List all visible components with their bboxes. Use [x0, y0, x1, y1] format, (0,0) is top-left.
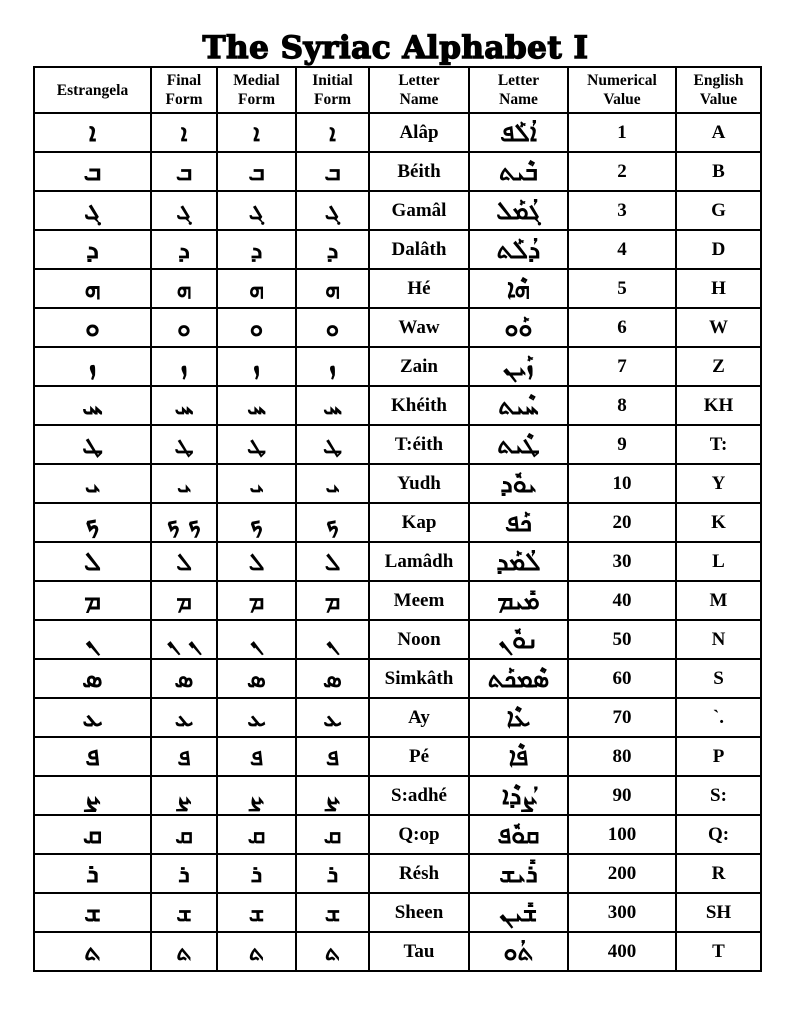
header-initial-line2: Form [313, 91, 351, 108]
header-syriac-line2: Name [499, 91, 538, 108]
table-row [34, 269, 761, 308]
medial-form-glyph: ܝ [217, 464, 296, 503]
estrangela-glyph: ܝ [34, 464, 151, 503]
medial-form-glyph: ܢ [217, 620, 296, 659]
numerical-value: 60 [568, 659, 676, 698]
english-value: H [676, 269, 761, 308]
letter-name-syriac: ܐܳܠܰܦ [469, 113, 568, 152]
letter-name-syriac: ܕܳܠܰܬ [469, 230, 568, 269]
numerical-value: 300 [568, 893, 676, 932]
syriac-alphabet-table [33, 66, 762, 972]
english-value: B [676, 152, 761, 191]
header-english-line2: Value [699, 91, 738, 108]
numerical-value: 90 [568, 776, 676, 815]
final-form-glyph: ܫ [151, 893, 217, 932]
table-row [34, 620, 761, 659]
final-form-glyph: ܟ ܟ [151, 503, 217, 542]
letter-name-latin: Waw [369, 308, 469, 347]
initial-form-glyph: ܢ [296, 620, 369, 659]
initial-form-glyph: ܟ [296, 503, 369, 542]
header-letter-name-latin [369, 67, 469, 113]
english-value: S: [676, 776, 761, 815]
letter-name-syriac: ܦܶܐ [469, 737, 568, 776]
medial-form-glyph: ܓ [217, 191, 296, 230]
estrangela-glyph: ܨ [34, 776, 151, 815]
letter-name-latin: Gamâl [369, 191, 469, 230]
letter-name-syriac: ܗܶܐ [469, 269, 568, 308]
letter-name-syriac: ܡܺܝܡ [469, 581, 568, 620]
medial-form-glyph: ܣ [217, 659, 296, 698]
medial-form-glyph: ܕ [217, 230, 296, 269]
header-initial-form [296, 67, 369, 113]
english-value: A [676, 113, 761, 152]
numerical-value: 5 [568, 269, 676, 308]
final-form-glyph: ܒ [151, 152, 217, 191]
medial-form-glyph: ܬ [217, 932, 296, 971]
medial-form-glyph: ܪ [217, 854, 296, 893]
table-row [34, 581, 761, 620]
table-row [34, 737, 761, 776]
numerical-value: 3 [568, 191, 676, 230]
initial-form-glyph: ܚ [296, 386, 369, 425]
estrangela-glyph: ܙ [34, 347, 151, 386]
letter-name-latin: Sheen [369, 893, 469, 932]
estrangela-glyph: ܛ [34, 425, 151, 464]
english-value: KH [676, 386, 761, 425]
initial-form-glyph: ܕ [296, 230, 369, 269]
initial-form-glyph: ܠ [296, 542, 369, 581]
header-numerical-line1: Numerical [587, 72, 657, 89]
header-final-line1: Final [166, 72, 202, 89]
table-row [34, 542, 761, 581]
english-value: G [676, 191, 761, 230]
letter-name-syriac: ܫܺܝܢ [469, 893, 568, 932]
estrangela-glyph: ܓ [34, 191, 151, 230]
initial-form-glyph: ܫ [296, 893, 369, 932]
header-estrangela-label: Estrangela [56, 81, 129, 99]
letter-name-latin: Alâp [369, 113, 469, 152]
initial-form-glyph: ܗ [296, 269, 369, 308]
table-row [34, 386, 761, 425]
table-row [34, 854, 761, 893]
table-row [34, 230, 761, 269]
letter-name-syriac: ܢܘܽܢ [469, 620, 568, 659]
final-form-glyph: ܙ [151, 347, 217, 386]
medial-form-glyph: ܗ [217, 269, 296, 308]
medial-form-glyph: ܫ [217, 893, 296, 932]
letter-name-latin: Lamâdh [369, 542, 469, 581]
numerical-value: 1 [568, 113, 676, 152]
final-form-glyph: ܢ ܢ [151, 620, 217, 659]
final-form-glyph: ܩ [151, 815, 217, 854]
estrangela-glyph: ܠ [34, 542, 151, 581]
initial-form-glyph: ܪ [296, 854, 369, 893]
initial-form-glyph: ܬ [296, 932, 369, 971]
header-medial-form [217, 67, 296, 113]
header-medial-line2: Form [237, 91, 275, 108]
header-estrangela [34, 67, 151, 113]
final-form-glyph: ܛ [151, 425, 217, 464]
letter-name-syriac: ܙܰܝܢ [469, 347, 568, 386]
final-form-glyph: ܡ [151, 581, 217, 620]
table-row [34, 191, 761, 230]
numerical-value: 40 [568, 581, 676, 620]
final-form-glyph: ܠ [151, 542, 217, 581]
estrangela-glyph: ܢ [34, 620, 151, 659]
english-value: Y [676, 464, 761, 503]
letter-name-syriac: ܚܶܝܬ [469, 386, 568, 425]
english-value: P [676, 737, 761, 776]
estrangela-glyph: ܪ [34, 854, 151, 893]
english-value: Q: [676, 815, 761, 854]
final-form-glyph: ܓ [151, 191, 217, 230]
initial-form-glyph: ܝ [296, 464, 369, 503]
letter-name-latin: Hé [369, 269, 469, 308]
header-numerical-value [568, 67, 676, 113]
initial-form-glyph: ܡ [296, 581, 369, 620]
table-row [34, 815, 761, 854]
english-value: S [676, 659, 761, 698]
estrangela-glyph: ܐ [34, 113, 151, 152]
medial-form-glyph: ܟ [217, 503, 296, 542]
estrangela-glyph: ܘ [34, 308, 151, 347]
numerical-value: 9 [568, 425, 676, 464]
header-initial-line1: Initial [312, 72, 353, 89]
estrangela-glyph: ܡ [34, 581, 151, 620]
letter-name-syriac: ܣܶܡܟܰܬ [469, 659, 568, 698]
final-form-glyph: ܦ [151, 737, 217, 776]
letter-name-latin: Khéith [369, 386, 469, 425]
estrangela-glyph: ܥ [34, 698, 151, 737]
numerical-value: 200 [568, 854, 676, 893]
medial-form-glyph: ܛ [217, 425, 296, 464]
english-value: R [676, 854, 761, 893]
numerical-value: 80 [568, 737, 676, 776]
numerical-value: 10 [568, 464, 676, 503]
numerical-value: 2 [568, 152, 676, 191]
header-letter-name-syriac [469, 67, 568, 113]
medial-form-glyph: ܦ [217, 737, 296, 776]
english-value: SH [676, 893, 761, 932]
initial-form-glyph: ܙ [296, 347, 369, 386]
estrangela-glyph: ܒ [34, 152, 151, 191]
header-medial-line1: Medial [233, 72, 280, 89]
letter-name-syriac: ܨܳܕܶܐ [469, 776, 568, 815]
numerical-value: 70 [568, 698, 676, 737]
final-form-glyph: ܪ [151, 854, 217, 893]
numerical-value: 50 [568, 620, 676, 659]
numerical-value: 30 [568, 542, 676, 581]
table-row [34, 425, 761, 464]
numerical-value: 100 [568, 815, 676, 854]
letter-name-syriac: ܠܳܡܰܕ [469, 542, 568, 581]
header-latin-line1: Letter [398, 72, 440, 89]
letter-name-syriac: ܓܳܡܰܠ [469, 191, 568, 230]
medial-form-glyph: ܒ [217, 152, 296, 191]
initial-form-glyph: ܛ [296, 425, 369, 464]
header-syriac-line1: Letter [497, 72, 540, 89]
final-form-glyph: ܬ [151, 932, 217, 971]
letter-name-latin: Zain [369, 347, 469, 386]
initial-form-glyph: ܨ [296, 776, 369, 815]
english-value: W [676, 308, 761, 347]
estrangela-glyph: ܕ [34, 230, 151, 269]
english-value: `. [676, 698, 761, 737]
english-value: M [676, 581, 761, 620]
numerical-value: 8 [568, 386, 676, 425]
medial-form-glyph: ܙ [217, 347, 296, 386]
letter-name-latin: Q:op [369, 815, 469, 854]
final-form-glyph: ܝ [151, 464, 217, 503]
final-form-glyph: ܥ [151, 698, 217, 737]
letter-name-syriac: ܘܰܘ [469, 308, 568, 347]
table-row [34, 503, 761, 542]
header-english-value [676, 67, 761, 113]
medial-form-glyph: ܘ [217, 308, 296, 347]
english-value: D [676, 230, 761, 269]
header-numerical-line2: Value [603, 91, 641, 108]
table-row [34, 659, 761, 698]
letter-name-syriac: ܛܶܝܬ [469, 425, 568, 464]
final-form-glyph: ܨ [151, 776, 217, 815]
medial-form-glyph: ܡ [217, 581, 296, 620]
numerical-value: 400 [568, 932, 676, 971]
letter-name-syriac: ܒܶܝܬ [469, 152, 568, 191]
estrangela-glyph: ܩ [34, 815, 151, 854]
table-row [34, 893, 761, 932]
english-value: T [676, 932, 761, 971]
initial-form-glyph: ܘ [296, 308, 369, 347]
english-value: Z [676, 347, 761, 386]
initial-form-glyph: ܥ [296, 698, 369, 737]
initial-form-glyph: ܓ [296, 191, 369, 230]
estrangela-glyph: ܫ [34, 893, 151, 932]
numerical-value: 20 [568, 503, 676, 542]
table-row [34, 152, 761, 191]
table-row [34, 308, 761, 347]
letter-name-latin: S:adhé [369, 776, 469, 815]
table-row [34, 698, 761, 737]
english-value: N [676, 620, 761, 659]
estrangela-glyph: ܟ [34, 503, 151, 542]
letter-name-latin: Meem [369, 581, 469, 620]
medial-form-glyph: ܚ [217, 386, 296, 425]
table-row [34, 776, 761, 815]
letter-name-latin: Noon [369, 620, 469, 659]
estrangela-glyph: ܬ [34, 932, 151, 971]
english-value: T: [676, 425, 761, 464]
estrangela-glyph: ܗ [34, 269, 151, 308]
header-english-line1: English [693, 72, 744, 89]
letter-name-syriac: ܥܶܐ [469, 698, 568, 737]
letter-name-syriac: ܬܳܘ [469, 932, 568, 971]
numerical-value: 6 [568, 308, 676, 347]
letter-name-latin: Résh [369, 854, 469, 893]
letter-name-syriac: ܟܰܦ [469, 503, 568, 542]
initial-form-glyph: ܩ [296, 815, 369, 854]
medial-form-glyph: ܠ [217, 542, 296, 581]
letter-name-latin: Ay [369, 698, 469, 737]
medial-form-glyph: ܥ [217, 698, 296, 737]
table-row [34, 464, 761, 503]
final-form-glyph: ܣ [151, 659, 217, 698]
numerical-value: 4 [568, 230, 676, 269]
letter-name-syriac: ܪܺܝܫ [469, 854, 568, 893]
english-value: L [676, 542, 761, 581]
letter-name-latin: Yudh [369, 464, 469, 503]
english-value: K [676, 503, 761, 542]
estrangela-glyph: ܣ [34, 659, 151, 698]
initial-form-glyph: ܣ [296, 659, 369, 698]
table-row [34, 347, 761, 386]
letter-name-latin: Dalâth [369, 230, 469, 269]
header-final-form [151, 67, 217, 113]
final-form-glyph: ܐ [151, 113, 217, 152]
final-form-glyph: ܗ [151, 269, 217, 308]
estrangela-glyph: ܦ [34, 737, 151, 776]
initial-form-glyph: ܦ [296, 737, 369, 776]
page-title: The Syriac Alphabet I [202, 30, 589, 66]
letter-name-latin: Kap [369, 503, 469, 542]
letter-name-syriac: ܝܘܽܕ [469, 464, 568, 503]
medial-form-glyph: ܩ [217, 815, 296, 854]
letter-name-syriac: ܩܘܽܦ [469, 815, 568, 854]
final-form-glyph: ܚ [151, 386, 217, 425]
letter-name-latin: Béith [369, 152, 469, 191]
medial-form-glyph: ܐ [217, 113, 296, 152]
header-row [34, 67, 761, 113]
header-final-line2: Form [165, 91, 203, 108]
letter-name-latin: Simkâth [369, 659, 469, 698]
table-row [34, 932, 761, 971]
medial-form-glyph: ܨ [217, 776, 296, 815]
table-body [34, 113, 761, 971]
initial-form-glyph: ܒ [296, 152, 369, 191]
table-row [34, 113, 761, 152]
letter-name-latin: Pé [369, 737, 469, 776]
letter-name-latin: T:éith [369, 425, 469, 464]
numerical-value: 7 [568, 347, 676, 386]
initial-form-glyph: ܐ [296, 113, 369, 152]
header-latin-line2: Name [399, 91, 439, 108]
final-form-glyph: ܕ [151, 230, 217, 269]
letter-name-latin: Tau [369, 932, 469, 971]
final-form-glyph: ܘ [151, 308, 217, 347]
estrangela-glyph: ܚ [34, 386, 151, 425]
